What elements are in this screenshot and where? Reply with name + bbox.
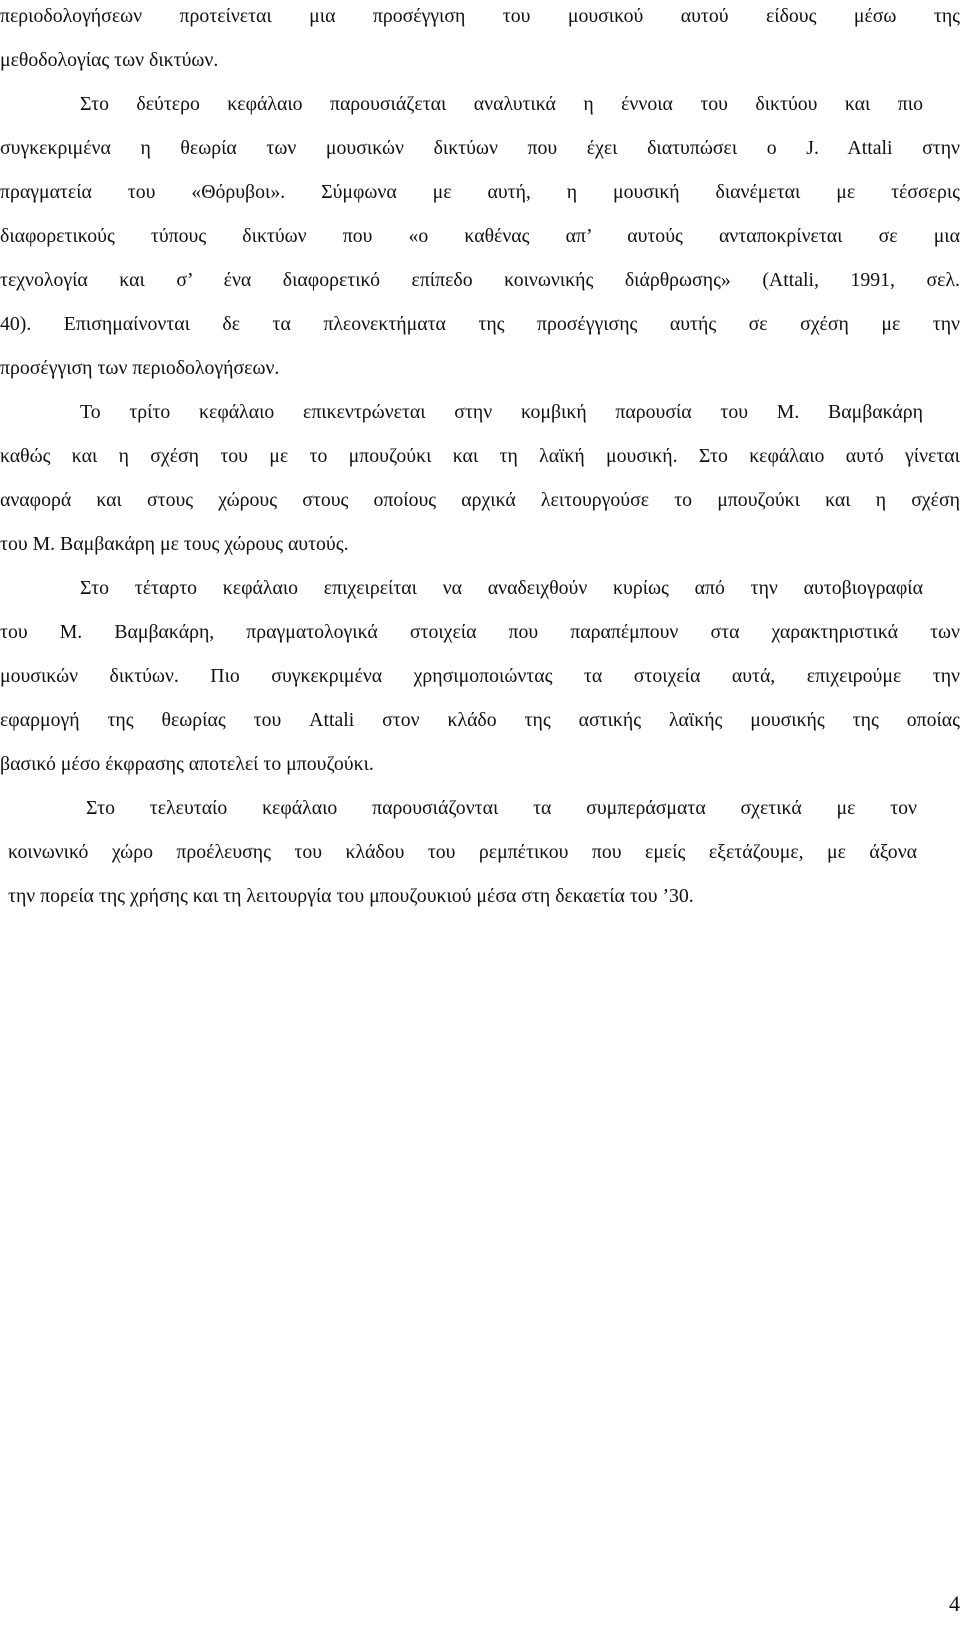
text-line: κοινωνικό χώρο προέλευσης του κλάδου του ρεμπέτικου που εμείς εξετάζουμε, με άξονα: [8, 841, 917, 863]
text-line: περιοδολογήσεων προτείνεται μια προσέγγιση του μουσικού αυτού είδους μέσω της: [0, 5, 960, 27]
text-line: βασικό μέσο έκφρασης αποτελεί το μπουζούκι.: [0, 753, 374, 775]
text-line: τεχνολογία και σ’ ένα διαφορετικό επίπεδο κοινωνικής διάρθρωσης» (Attali, 1991, σελ.: [0, 269, 960, 291]
text-line: αναφορά και στους χώρους στους οποίους αρχικά λειτουργούσε το μπουζούκι και η σχέση: [0, 489, 960, 511]
text-line: Στο τελευταίο κεφάλαιο παρουσιάζονται τα συμπεράσματα σχετικά με τον: [86, 797, 917, 819]
text-line: καθώς και η σχέση του με το μπουζούκι και τη λαϊκή μουσική. Στο κεφάλαιο αυτό γίνεται: [0, 445, 960, 467]
text-line: του Μ. Βαμβακάρη με τους χώρους αυτούς.: [0, 533, 349, 555]
text-line: συγκεκριμένα η θεωρία των μουσικών δικτύων που έχει διατυπώσει ο J. Attali στην: [0, 137, 960, 159]
text-line: μεθοδολογίας των δικτύων.: [0, 49, 219, 71]
page-number: 4: [949, 1591, 960, 1616]
text-line: πραγματεία του «Θόρυβοι». Σύμφωνα με αυτή, η μουσική διανέμεται με τέσσερις: [0, 181, 960, 203]
text-line: Το τρίτο κεφάλαιο επικεντρώνεται στην κομβική παρουσία του Μ. Βαμβακάρη: [80, 401, 923, 423]
text-line: προσέγγιση των περιοδολογήσεων.: [0, 357, 280, 379]
text-line: εφαρμογή της θεωρίας του Attali στον κλάδο της αστικής λαϊκής μουσικής της οποίας: [0, 709, 960, 731]
text-line: Στο τέταρτο κεφάλαιο επιχειρείται να αναδειχθούν κυρίως από την αυτοβιογραφία: [80, 577, 923, 599]
text-line: 40). Επισημαίνονται δε τα πλεονεκτήματα της προσέγγισης αυτής σε σχέση με την: [0, 313, 960, 335]
text-line: μουσικών δικτύων. Πιο συγκεκριμένα χρησιμοποιώντας τα στοιχεία αυτά, επιχειρούμε την: [0, 665, 960, 687]
text-line: την πορεία της χρήσης και τη λειτουργία του μπουζουκιού μέσα στη δεκαετία του ’30.: [8, 885, 694, 907]
text-line: Στο δεύτερο κεφάλαιο παρουσιάζεται αναλυτικά η έννοια του δικτύου και πιο: [80, 93, 923, 115]
text-line: διαφορετικούς τύπους δικτύων που «ο καθένας απ’ αυτούς ανταποκρίνεται σε μια: [0, 225, 960, 247]
text-line: του Μ. Βαμβακάρη, πραγματολογικά στοιχεία που παραπέμπουν στα χαρακτηριστικά των: [0, 621, 960, 643]
